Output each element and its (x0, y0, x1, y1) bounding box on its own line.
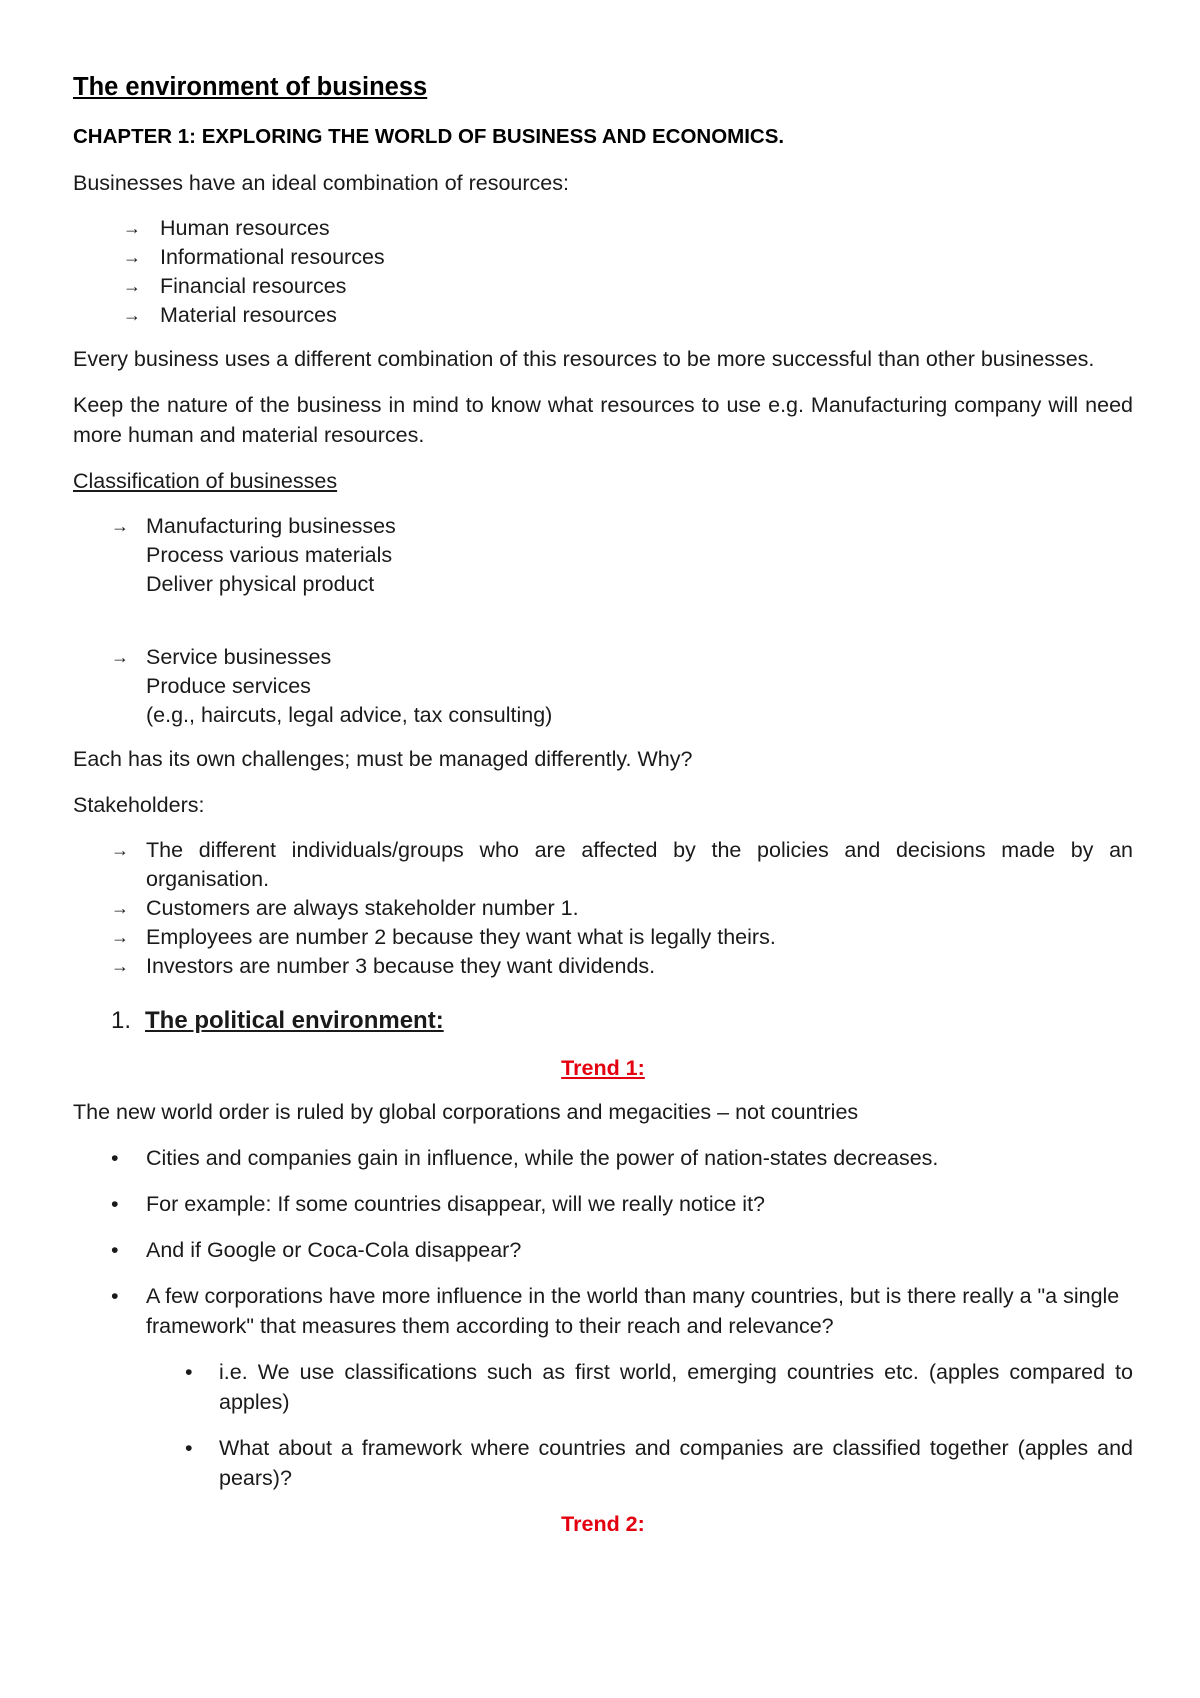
intro-paragraph: Businesses have an ideal combination of resources: (73, 171, 569, 195)
list-item (73, 923, 1133, 952)
bullet-icon: • (185, 1360, 193, 1384)
arrow-icon: → (111, 927, 129, 947)
resource-label: Financial resources (160, 274, 347, 298)
arrow-icon: → (123, 247, 141, 267)
bullet-icon: • (111, 1146, 119, 1170)
list-item (73, 1281, 1133, 1341)
manufacturing-detail: Deliver physical product (146, 572, 375, 596)
arrow-icon: → (111, 840, 129, 860)
list-item (73, 1143, 1133, 1173)
classification-heading: Classification of businesses (73, 469, 338, 493)
bullet-icon: • (185, 1436, 193, 1460)
challenges-paragraph: Each has its own challenges; must be managed differently. Why? (73, 747, 693, 771)
list-item (73, 836, 1133, 894)
arrow-icon: → (111, 956, 129, 976)
resource-label: Human resources (160, 216, 330, 240)
manufacturing-label: Manufacturing businesses (146, 514, 396, 538)
list-item (73, 214, 1133, 243)
list-item (73, 301, 1133, 330)
list-item (73, 272, 1133, 301)
bullet-text: Cities and companies gain in influence, while the power of nation-states decreases. (146, 1146, 939, 1170)
resources-list (73, 214, 1133, 330)
bullet-icon: • (111, 1284, 119, 1308)
manufacturing-detail: Process various materials (146, 543, 393, 567)
chapter-heading: CHAPTER 1: EXPLORING THE WORLD OF BUSINESS AND ECONOMICS. (73, 125, 785, 148)
list-item (73, 643, 1133, 730)
stakeholders-list (73, 836, 1133, 981)
stakeholders-heading: Stakeholders: (73, 793, 205, 817)
trend-2-heading: Trend 2: (561, 1512, 645, 1536)
combination-paragraph: Every business uses a different combination of this resources to be more successful than other businesses. (73, 347, 1095, 371)
stakeholder-text: The different individuals/groups who are affected by the policies and decisions made by an organisation. (146, 838, 1133, 891)
list-item (73, 512, 1133, 599)
bullet-text: For example: If some countries disappear, will we really notice it? (146, 1192, 765, 1216)
bullet-icon: • (111, 1192, 119, 1216)
list-item (73, 1433, 1133, 1493)
section-label: The political environment: (145, 1007, 444, 1034)
service-detail: (e.g., haircuts, legal advice, tax consulting) (146, 703, 553, 727)
manufacturing-list (73, 512, 1133, 599)
service-label: Service businesses (146, 645, 332, 669)
bullet-icon: • (111, 1238, 119, 1262)
stakeholder-text: Customers are always stakeholder number 1. (146, 896, 579, 920)
list-item (73, 1357, 1133, 1417)
arrow-icon: → (111, 516, 129, 536)
arrow-icon: → (123, 218, 141, 238)
trend-1-statement: The new world order is ruled by global corporations and megacities – not countries (73, 1100, 859, 1124)
stakeholder-text: Investors are number 3 because they want dividends. (146, 954, 656, 978)
trend-1-heading: Trend 1: (561, 1056, 645, 1080)
bullet-text: A few corporations have more influence in the world than many countries, but is there really a "a single framework" that measures them according to their reach and relevance? (146, 1284, 1120, 1338)
resource-label: Material resources (160, 303, 337, 327)
sub-bullet-text: What about a framework where countries and companies are classified together (apples and pears)? (219, 1436, 1133, 1490)
resource-label: Informational resources (160, 245, 385, 269)
bullet-text: And if Google or Coca-Cola disappear? (146, 1238, 522, 1262)
section-heading-political (73, 1005, 1133, 1037)
section-number: 1. (111, 1007, 132, 1034)
list-item (73, 243, 1133, 272)
list-item (73, 894, 1133, 923)
trend-1-sub-bullets (73, 1357, 1133, 1493)
arrow-icon: → (111, 647, 129, 667)
document-title: The environment of business (73, 73, 428, 101)
spacer (73, 613, 1133, 643)
nature-paragraph: Keep the nature of the business in mind to know what resources to use e.g. Manufacturing company will need more human and material resources. (73, 393, 1133, 447)
arrow-icon: → (123, 305, 141, 325)
service-detail: Produce services (146, 674, 311, 698)
stakeholder-text: Employees are number 2 because they want what is legally theirs. (146, 925, 776, 949)
list-item (73, 1235, 1133, 1265)
list-item (73, 1189, 1133, 1219)
sub-bullet-text: i.e. We use classifications such as first world, emerging countries etc. (apples compared to apples) (219, 1360, 1133, 1414)
arrow-icon: → (123, 276, 141, 296)
arrow-icon: → (111, 898, 129, 918)
list-item (73, 952, 1133, 981)
trend-1-bullets (73, 1143, 1133, 1341)
service-list (73, 643, 1133, 730)
